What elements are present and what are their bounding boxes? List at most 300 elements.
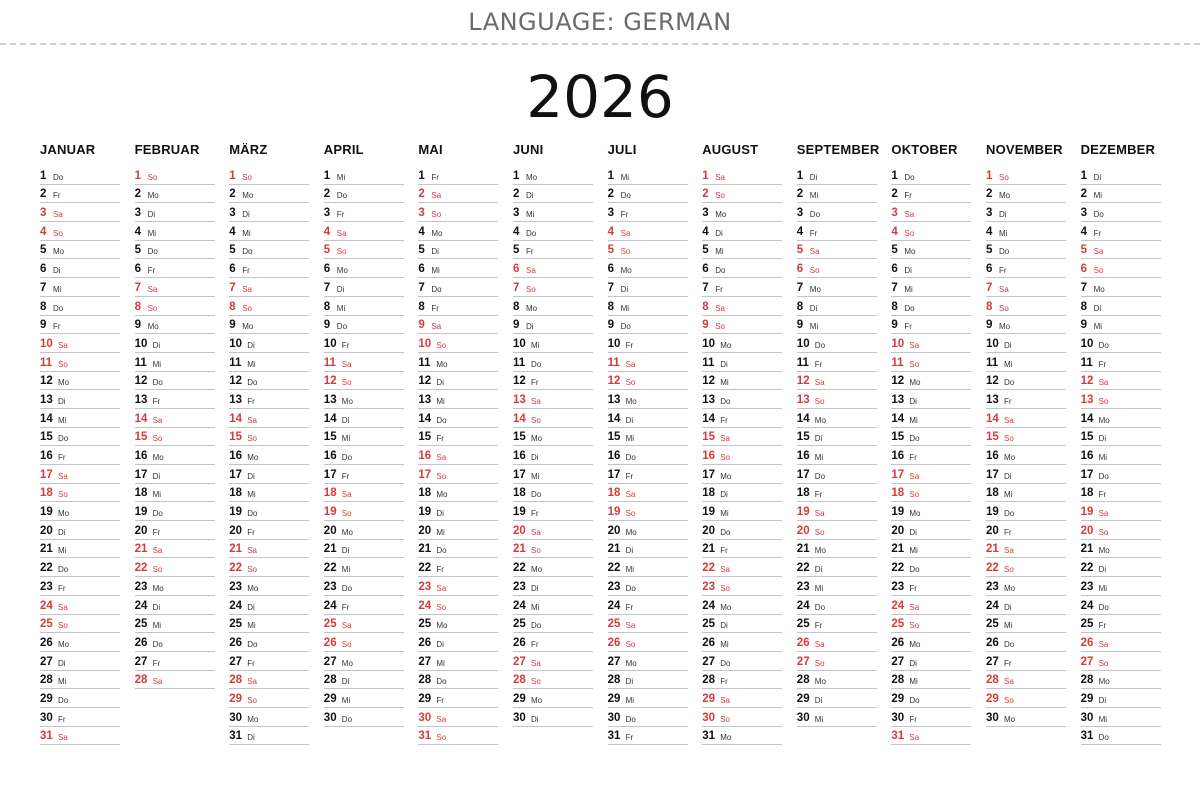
day-number: 6: [418, 263, 425, 276]
weekday-abbr: Do: [531, 621, 542, 631]
weekday-abbr: Di: [147, 210, 156, 220]
day-row: [891, 652, 971, 671]
weekday-abbr: Mi: [625, 434, 635, 444]
weekday-abbr: Mo: [999, 191, 1011, 201]
day-row: [513, 222, 593, 241]
day-row: [1081, 409, 1161, 428]
day-row: [324, 428, 404, 447]
day-row: [513, 316, 593, 335]
day-row: [513, 708, 593, 727]
day-number: 20: [40, 524, 53, 537]
day-number: 22: [40, 562, 53, 575]
weekday-abbr: Do: [341, 714, 353, 724]
day-row: [1081, 502, 1161, 521]
weekday-abbr: So: [531, 415, 541, 425]
day-number: 31: [607, 730, 621, 743]
weekday-abbr: Fr: [247, 396, 255, 406]
weekday-abbr: Mi: [341, 695, 351, 705]
weekday-abbr: So: [147, 303, 158, 313]
day-row: [418, 465, 498, 484]
weekday-abbr: Di: [526, 191, 534, 201]
day-row: [135, 316, 215, 335]
weekday-abbr: Di: [436, 639, 444, 649]
weekday-abbr: Sa: [909, 340, 920, 350]
weekday-abbr: Sa: [620, 228, 631, 238]
day-row: [229, 372, 309, 391]
weekday-abbr: Di: [809, 303, 818, 313]
weekday-abbr: Di: [814, 434, 823, 444]
day-number: 10: [702, 337, 715, 350]
day-number: 16: [702, 450, 715, 462]
weekday-abbr: Sa: [625, 621, 636, 631]
day-number: 15: [702, 431, 715, 444]
day-row: [986, 353, 1066, 372]
weekday-abbr: Fr: [999, 266, 1007, 276]
day-row: [986, 372, 1066, 391]
weekday-abbr: Do: [436, 546, 447, 556]
day-row: [702, 615, 782, 634]
day-row: [40, 689, 120, 708]
day-number: 7: [513, 281, 520, 294]
day-row: [608, 633, 688, 652]
day-row: [702, 521, 782, 540]
day-row: [1081, 278, 1161, 297]
day-row: [418, 334, 498, 353]
day-row: [986, 428, 1066, 447]
weekday-abbr: Mi: [247, 359, 256, 369]
weekday-abbr: Do: [715, 266, 726, 276]
day-number: 9: [40, 319, 47, 332]
day-number: 16: [229, 450, 242, 462]
weekday-abbr: Fr: [53, 322, 61, 332]
weekday-abbr: Di: [336, 284, 345, 294]
day-row: [986, 502, 1066, 521]
weekday-abbr: Mo: [909, 509, 921, 519]
day-number: 11: [607, 356, 620, 369]
day-row: [1081, 671, 1161, 690]
day-number: 4: [891, 225, 898, 238]
day-row: [135, 166, 215, 185]
day-number: 12: [1080, 375, 1094, 388]
day-row: [135, 372, 215, 391]
weekday-abbr: Mi: [1098, 583, 1108, 593]
weekday-abbr: Di: [1004, 471, 1012, 481]
day-number: 19: [513, 506, 526, 519]
weekday-abbr: Sa: [436, 453, 447, 462]
weekday-abbr: Di: [436, 509, 444, 519]
day-number: 3: [229, 207, 236, 220]
weekday-abbr: So: [531, 546, 541, 556]
day-number: 1: [1080, 169, 1087, 182]
day-number: 7: [607, 281, 614, 294]
weekday-abbr: Mi: [909, 415, 918, 425]
day-row: [513, 203, 593, 222]
weekday-abbr: Mi: [909, 677, 918, 687]
day-row: [324, 203, 404, 222]
day-number: 23: [323, 580, 337, 593]
day-row: [986, 484, 1066, 503]
weekday-abbr: Fr: [53, 191, 61, 201]
day-row: [324, 708, 404, 727]
day-row: [891, 334, 971, 353]
weekday-abbr: Mi: [814, 453, 824, 462]
day-number: 28: [40, 674, 53, 687]
weekday-abbr: So: [336, 247, 347, 257]
day-row: [608, 372, 688, 391]
weekday-abbr: Mi: [625, 695, 635, 705]
day-number: 27: [323, 655, 337, 668]
day-row: [135, 203, 215, 222]
weekday-abbr: So: [247, 565, 257, 575]
day-number: 23: [1080, 580, 1094, 593]
day-number: 15: [986, 431, 999, 444]
weekday-abbr: Fr: [814, 621, 823, 631]
month-name: JUNI: [513, 142, 544, 157]
day-number: 1: [702, 169, 709, 182]
day-number: 17: [702, 468, 715, 481]
day-number: 6: [607, 263, 614, 276]
day-row: [891, 465, 971, 484]
day-row: [986, 465, 1066, 484]
weekday-abbr: Sa: [1093, 247, 1104, 257]
day-number: 20: [796, 524, 810, 537]
day-row: [891, 615, 971, 634]
day-number: 9: [323, 319, 331, 332]
weekday-abbr: Di: [814, 565, 823, 575]
weekday-abbr: So: [720, 583, 730, 593]
weekday-abbr: Sa: [247, 546, 257, 556]
weekday-abbr: Fr: [58, 583, 66, 593]
day-number: 22: [323, 562, 337, 575]
weekday-abbr: Sa: [904, 210, 915, 220]
day-number: 28: [986, 674, 999, 687]
weekday-abbr: So: [58, 359, 68, 369]
day-number: 19: [702, 506, 715, 519]
day-row: [229, 502, 309, 521]
day-number: 18: [891, 487, 905, 500]
day-number: 17: [229, 468, 242, 481]
weekday-abbr: Fr: [909, 583, 917, 593]
day-number: 14: [986, 412, 999, 425]
day-row: [986, 633, 1066, 652]
day-number: 23: [418, 580, 432, 593]
day-row: [986, 390, 1066, 409]
weekday-abbr: Do: [152, 509, 163, 519]
day-number: 15: [513, 431, 526, 444]
day-row: [891, 521, 971, 540]
day-number: 28: [607, 674, 621, 687]
day-number: 16: [796, 450, 810, 462]
day-number: 3: [702, 207, 709, 220]
day-row: [986, 596, 1066, 615]
day-number: 10: [986, 337, 999, 350]
day-number: 28: [418, 674, 432, 687]
day-number: 21: [607, 543, 621, 556]
day-number: 18: [40, 487, 53, 500]
weekday-abbr: Di: [526, 322, 534, 332]
day-number: 3: [796, 207, 804, 220]
weekday-abbr: Do: [809, 210, 821, 220]
day-row: [135, 278, 215, 297]
day-number: 5: [702, 244, 709, 257]
weekday-abbr: Mo: [814, 415, 826, 425]
day-number: 2: [702, 188, 709, 201]
day-number: 10: [418, 337, 432, 350]
weekday-abbr: Fr: [341, 471, 350, 481]
day-number: 27: [702, 655, 715, 668]
day-number: 19: [323, 506, 337, 519]
weekday-abbr: So: [341, 378, 352, 388]
weekday-abbr: Do: [247, 639, 258, 649]
month-column: [513, 141, 593, 727]
day-row: [135, 446, 215, 465]
day-row: [229, 166, 309, 185]
day-number: 7: [134, 281, 141, 294]
day-row: [1081, 390, 1161, 409]
day-row: [608, 558, 688, 577]
day-row: [418, 428, 498, 447]
weekday-abbr: Sa: [1098, 509, 1109, 519]
day-row: [513, 465, 593, 484]
day-row: [40, 615, 120, 634]
weekday-abbr: Sa: [436, 583, 447, 593]
day-row: [418, 484, 498, 503]
day-row: [418, 446, 498, 465]
day-row: [513, 241, 593, 260]
day-number: 3: [607, 207, 614, 220]
day-number: 1: [323, 169, 331, 182]
day-row: [608, 446, 688, 465]
day-row: [608, 615, 688, 634]
weekday-abbr: So: [58, 621, 68, 631]
day-row: [40, 633, 120, 652]
weekday-abbr: Fr: [531, 378, 539, 388]
weekday-abbr: Mo: [625, 396, 637, 406]
day-row: [608, 689, 688, 708]
day-row: [702, 297, 782, 316]
day-row: [608, 727, 688, 746]
day-row: [324, 484, 404, 503]
day-row: [418, 185, 498, 204]
day-number: 13: [40, 393, 53, 406]
day-row: [797, 484, 877, 503]
weekday-abbr: Mi: [814, 714, 824, 724]
day-number: 21: [418, 543, 432, 556]
day-row: [40, 259, 120, 278]
weekday-abbr: Fr: [625, 733, 634, 743]
day-row: [229, 596, 309, 615]
day-number: 12: [134, 375, 148, 388]
weekday-abbr: Do: [904, 303, 915, 313]
day-number: 14: [891, 412, 905, 425]
day-number: 28: [702, 674, 715, 687]
weekday-abbr: Mi: [336, 172, 346, 182]
weekday-abbr: So: [909, 359, 920, 369]
weekday-abbr: Di: [58, 658, 66, 668]
day-row: [418, 409, 498, 428]
day-number: 11: [891, 356, 904, 369]
weekday-abbr: Mi: [58, 546, 67, 556]
day-row: [40, 558, 120, 577]
weekday-abbr: Di: [909, 658, 917, 668]
day-number: 15: [891, 431, 905, 444]
day-number: 6: [323, 263, 331, 276]
day-row: [513, 297, 593, 316]
day-number: 15: [607, 431, 621, 444]
day-row: [891, 409, 971, 428]
day-number: 28: [1080, 674, 1094, 687]
weekday-abbr: Fr: [720, 415, 728, 425]
day-number: 4: [40, 225, 47, 238]
day-row: [513, 521, 593, 540]
weekday-abbr: Di: [620, 284, 629, 294]
day-number: 27: [796, 655, 810, 668]
day-row: [324, 278, 404, 297]
day-number: 28: [229, 674, 242, 687]
day-number: 21: [891, 543, 905, 556]
day-row: [229, 540, 309, 559]
day-number: 7: [1080, 281, 1087, 294]
day-number: 25: [1080, 618, 1094, 631]
day-row: [891, 372, 971, 391]
weekday-abbr: So: [814, 527, 825, 537]
language-header: LANGUAGE: GERMAN: [468, 8, 732, 36]
weekday-abbr: Mo: [625, 658, 637, 668]
weekday-abbr: Fr: [909, 714, 917, 724]
day-number: 26: [40, 636, 53, 649]
day-row: [608, 259, 688, 278]
day-row: [891, 558, 971, 577]
weekday-abbr: Di: [53, 266, 61, 276]
weekday-abbr: Fr: [436, 565, 444, 575]
day-number: 11: [513, 356, 526, 369]
day-row: [513, 409, 593, 428]
weekday-abbr: Mo: [53, 247, 65, 257]
day-row: [608, 222, 688, 241]
day-number: 20: [418, 524, 432, 537]
day-row: [229, 727, 309, 746]
day-number: 30: [40, 711, 53, 724]
day-number: 8: [1080, 300, 1087, 313]
weekday-abbr: Di: [1098, 434, 1107, 444]
weekday-abbr: Mi: [242, 228, 251, 238]
weekday-abbr: Fr: [1004, 658, 1012, 668]
weekday-abbr: So: [1004, 695, 1014, 705]
day-number: 3: [323, 207, 331, 220]
day-row: [608, 540, 688, 559]
weekday-abbr: Mo: [625, 527, 637, 537]
day-row: [702, 652, 782, 671]
day-number: 29: [796, 692, 810, 705]
day-row: [986, 334, 1066, 353]
day-row: [324, 166, 404, 185]
weekday-abbr: Di: [909, 527, 917, 537]
day-number: 7: [891, 281, 898, 294]
month-name: AUGUST: [702, 142, 759, 157]
day-number: 8: [229, 300, 236, 313]
weekday-abbr: Fr: [1098, 359, 1107, 369]
weekday-abbr: Mo: [147, 191, 159, 201]
weekday-abbr: Mi: [1004, 490, 1013, 500]
weekday-abbr: Sa: [715, 172, 725, 182]
day-row: [702, 484, 782, 503]
weekday-abbr: Do: [1098, 340, 1109, 350]
weekday-abbr: So: [715, 322, 725, 332]
day-number: 9: [1080, 319, 1087, 332]
day-row: [986, 241, 1066, 260]
day-number: 11: [702, 356, 715, 369]
day-row: [324, 241, 404, 260]
weekday-abbr: Sa: [814, 378, 825, 388]
day-row: [418, 278, 498, 297]
day-number: 16: [891, 450, 905, 462]
day-number: 2: [418, 188, 425, 201]
day-number: 11: [986, 356, 999, 369]
day-number: 6: [986, 263, 993, 276]
month-name: JULI: [607, 142, 637, 157]
weekday-abbr: Sa: [147, 284, 158, 294]
day-row: [608, 185, 688, 204]
weekday-abbr: Do: [531, 359, 542, 369]
weekday-abbr: Mo: [531, 434, 543, 444]
day-number: 30: [1080, 711, 1094, 724]
weekday-abbr: Do: [531, 490, 542, 500]
day-number: 25: [796, 618, 810, 631]
day-row: [418, 316, 498, 335]
weekday-abbr: Sa: [531, 527, 541, 537]
day-number: 5: [40, 244, 47, 257]
weekday-abbr: Mi: [720, 378, 729, 388]
day-row: [986, 203, 1066, 222]
day-row: [324, 596, 404, 615]
day-number: 20: [229, 524, 242, 537]
day-row: [513, 446, 593, 465]
weekday-abbr: Do: [909, 434, 920, 444]
day-row: [797, 409, 877, 428]
weekday-abbr: Mo: [247, 714, 259, 724]
weekday-abbr: Fr: [620, 210, 629, 220]
weekday-abbr: Sa: [431, 322, 442, 332]
day-number: 14: [796, 412, 810, 425]
day-row: [40, 203, 120, 222]
month-name: NOVEMBER: [986, 142, 1063, 157]
weekday-abbr: Sa: [152, 415, 163, 425]
day-row: [324, 689, 404, 708]
day-row: [702, 353, 782, 372]
day-row: [229, 316, 309, 335]
day-row: [797, 708, 877, 727]
day-row: [1081, 259, 1161, 278]
weekday-abbr: Mi: [147, 228, 157, 238]
day-number: 23: [134, 580, 148, 593]
day-number: 12: [40, 375, 53, 388]
day-row: [891, 633, 971, 652]
day-row: [229, 278, 309, 297]
day-number: 1: [134, 169, 141, 182]
day-number: 29: [323, 692, 337, 705]
day-row: [513, 577, 593, 596]
day-row: [40, 353, 120, 372]
day-row: [135, 521, 215, 540]
day-number: 1: [891, 169, 898, 182]
day-number: 20: [986, 524, 999, 537]
day-row: [135, 241, 215, 260]
weekday-abbr: Mi: [1098, 453, 1108, 462]
day-number: 9: [702, 319, 709, 332]
day-number: 19: [607, 506, 621, 519]
weekday-abbr: Di: [1098, 565, 1107, 575]
weekday-abbr: Mo: [909, 378, 921, 388]
